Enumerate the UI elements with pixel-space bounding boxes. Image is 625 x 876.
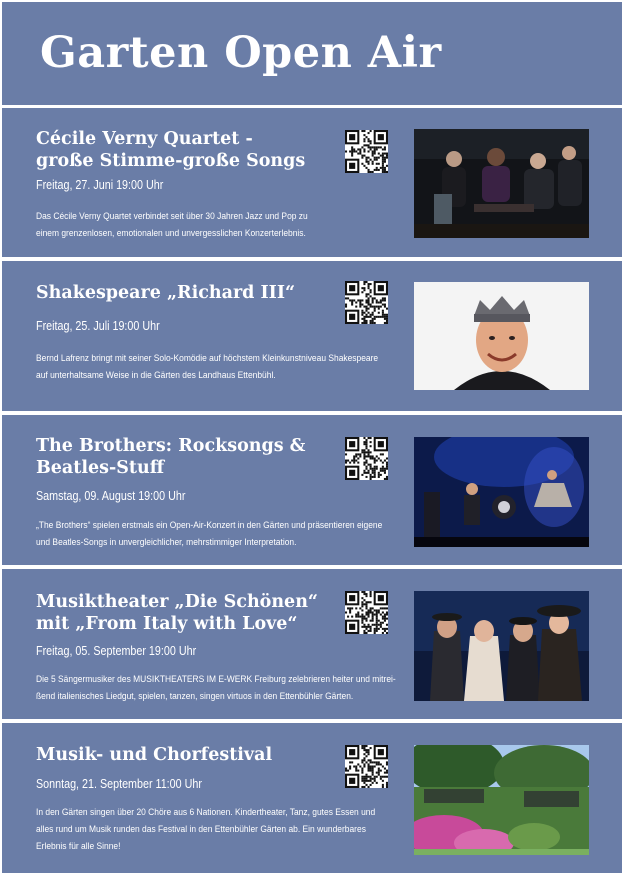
event-date: Freitag, 27. Juni 19:00 Uhr xyxy=(36,178,164,192)
event-title xyxy=(36,282,336,304)
qr-code-icon[interactable] xyxy=(345,591,388,634)
event-date: Freitag, 25. Juli 19:00 Uhr xyxy=(36,319,160,333)
event-description xyxy=(36,350,406,384)
event-title-line: Musik- und Chorfestival xyxy=(36,745,273,765)
event-description-line: und Beatles-Songs in unvergleichlicher, mehrstimmiger Interpretation. xyxy=(36,537,297,548)
poster-title: Garten Open Air xyxy=(40,28,442,78)
qr-code-icon[interactable] xyxy=(345,437,388,480)
event-date: Sonntag, 21. September 11:00 Uhr xyxy=(36,777,202,791)
event-card-4 xyxy=(2,569,622,719)
concert-photo xyxy=(414,437,589,547)
event-card-2 xyxy=(2,261,622,411)
event-description-line: Erlebnis für alle Sinne! xyxy=(36,841,121,852)
event-description xyxy=(36,804,406,855)
event-description-line: ßend italienisches Liedgut, spielen, tanzen, singen virtuos in den Ettenbühler Gärten. xyxy=(36,691,354,702)
actor-photo xyxy=(414,282,589,390)
event-description-line: alles rund um Musik runden das Festival in den Ettenbühler Gärten ab. Ein wunderbares xyxy=(36,824,366,835)
event-title-line: Shakespeare „Richard III“ xyxy=(36,283,296,303)
qr-code-icon[interactable] xyxy=(345,281,388,324)
event-description-line: einem grenzenlosen, emotionalen und unvergesslichen Konzerterlebnis. xyxy=(36,228,306,239)
event-description-line: Bernd Lafrenz bringt mit seiner Solo-Komödie auf höchstem Kleinkunstniveau Shakespeare xyxy=(36,353,379,364)
event-card-3 xyxy=(2,415,622,565)
event-description-line: In den Gärten singen über 20 Chöre aus 6 Nationen. Kindertheater, Tanz, gutes Essen und xyxy=(36,807,376,818)
event-card-5 xyxy=(2,723,622,873)
event-title-line: Cécile Verny Quartet - xyxy=(36,129,253,149)
event-title xyxy=(36,435,336,479)
event-description-line: „The Brothers“ spielen erstmals ein Open-Air-Konzert in den Gärten und präsentieren eigene xyxy=(36,520,383,531)
event-title xyxy=(36,744,336,766)
event-description-line: Die 5 Sängermusiker des MUSIKTHEATERS IM E-WERK Freiburg zelebrieren heiter und mitrei- xyxy=(36,674,396,685)
event-title xyxy=(36,591,336,635)
event-description xyxy=(36,671,406,705)
band-photo xyxy=(414,129,589,238)
ensemble-photo xyxy=(414,591,589,701)
qr-code-icon[interactable] xyxy=(345,745,388,788)
event-description xyxy=(36,208,406,242)
festival-photo xyxy=(414,745,589,855)
qr-code-icon[interactable] xyxy=(345,130,388,173)
poster-header xyxy=(2,2,622,105)
event-title-line: große Stimme-große Songs xyxy=(36,151,306,171)
event-title-line: Beatles-Stuff xyxy=(36,458,165,478)
event-date: Samstag, 09. August 19:00 Uhr xyxy=(36,489,186,503)
event-title xyxy=(36,128,336,172)
event-card-1 xyxy=(2,108,622,257)
event-description-line: auf unterhaltsame Weise in die Gärten des Landhaus Ettenbühl. xyxy=(36,370,276,381)
event-title-line: mit „From Italy with Love“ xyxy=(36,614,298,634)
event-description-line: Das Cécile Verny Quartet verbindet seit über 30 Jahren Jazz und Pop zu xyxy=(36,211,308,222)
event-description xyxy=(36,517,406,551)
event-title-line: The Brothers: Rocksongs & xyxy=(36,436,306,456)
event-date: Freitag, 05. September 19:00 Uhr xyxy=(36,644,197,658)
event-title-line: Musiktheater „Die Schönen“ xyxy=(36,592,318,612)
